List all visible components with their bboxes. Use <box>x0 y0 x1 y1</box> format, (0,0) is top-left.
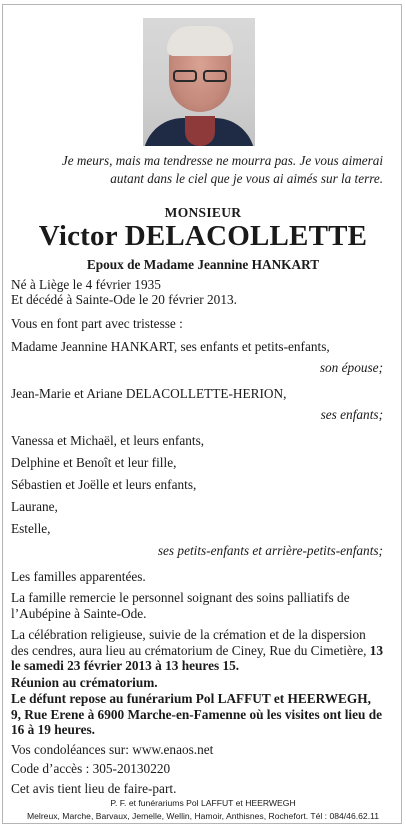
condolences-line: Vos condoléances sur: www.enaos.net <box>11 742 214 757</box>
grandchildren-role: ses petits-enfants et arrière-petits-enfants; <box>157 543 383 558</box>
grandchild-4: Laurane, <box>11 499 58 514</box>
grandchild-5: Estelle, <box>11 521 51 536</box>
access-code-line: Code d’accès : 305-20130220 <box>11 761 171 776</box>
portrait-photo <box>143 18 255 146</box>
thanks-paragraph: La famille remercie le personnel soignant des soins palliatifs de l’Aubépine à Sainte-Ode. <box>11 590 350 621</box>
ceremony-date: 13 le samedi 23 février 2013 à 13 heures 15. <box>11 642 384 673</box>
portrait-shirt <box>185 116 215 146</box>
visit-paragraph: Le défunt repose au funérarium Pol LAFFUT et HEERWEGH, 9, Rue Erene à 6900 Marche-en-Famenne où les visites ont lieu de 16 à 19 heures. <box>11 691 383 737</box>
family-children: Jean-Marie et Ariane DELACOLLETTE-HERION, <box>11 386 287 401</box>
grandchild-3: Sébastien et Joëlle et leurs enfants, <box>11 477 197 492</box>
honorific: MONSIEUR <box>164 205 242 220</box>
notice-line: Cet avis tient lieu de faire-part. <box>11 781 177 796</box>
funeral-home-locations: Melreux, Marche, Barvaux, Jemelle, Wellin, Hamoir, Anthisnes, Rochefort. Tél : 084/46.62.11 <box>26 811 380 821</box>
family-spouse-role: son épouse; <box>319 360 383 375</box>
funeral-home-line: P. F. et funérariums Pol LAFFUT et HEERWEGH <box>110 798 296 808</box>
ceremony-text: La célébration religieuse, suivie de la crémation et de la dispersion des cendres, aura lieu au crématorium de Ciney, Rue du Cimetière, <box>11 627 367 658</box>
spouse-line: Epoux de Madame Jeannine HANKART <box>86 257 320 272</box>
intro-line: Vous en font part avec tristesse : <box>11 316 183 331</box>
death-line: Et décédé à Sainte-Ode le 20 février 2013. <box>11 292 237 307</box>
birth-line: Né à Liège le 4 février 1935 <box>11 277 161 292</box>
epitaph-quote: Je meurs, mais ma tendresse ne mourra pas. Je vous aimerai autant dans le ciel que je vous ai aimés sur la terre. <box>61 153 383 186</box>
relatives-line: Les familles apparentées. <box>11 569 146 584</box>
portrait-hair <box>167 26 233 56</box>
grandchild-2: Delphine et Benoît et leur fille, <box>11 455 177 470</box>
glasses-icon <box>171 70 229 84</box>
ceremony-paragraph <box>11 627 384 674</box>
family-children-role: ses enfants; <box>320 407 383 422</box>
reunion-line: Réunion au crématorium. <box>11 675 158 690</box>
family-spouse: Madame Jeannine HANKART, ses enfants et petits-enfants, <box>11 339 330 354</box>
grandchild-1: Vanessa et Michaël, et leurs enfants, <box>11 433 205 448</box>
deceased-name: Victor DELACOLLETTE <box>38 220 368 252</box>
